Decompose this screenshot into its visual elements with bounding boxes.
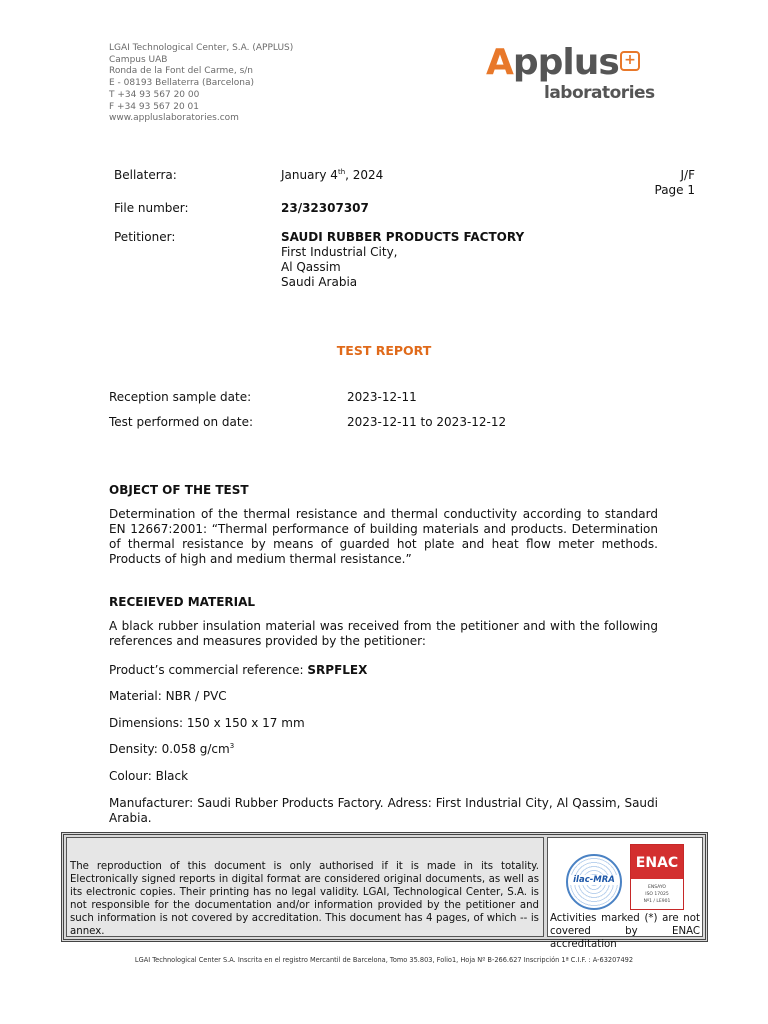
logo-subtitle: laboratories bbox=[544, 83, 655, 103]
file-number-label: File number: bbox=[114, 201, 189, 215]
company-address-block bbox=[109, 43, 293, 125]
object-text: Determination of the thermal resistance and thermal conductivity according to standard EN 12667:2001: “Thermal performance of building materials and products. Determination of thermal resistance by means of guarded hot plate and heat flow meter methods. Products of high and medium thermal resistance.” bbox=[109, 507, 658, 566]
address-line: T +34 93 567 20 00 bbox=[109, 89, 200, 100]
commercial-reference: Product’s commercial reference: SRPFLEX bbox=[109, 663, 368, 677]
material-dimensions: Dimensions: 150 x 150 x 17 mm bbox=[109, 716, 305, 730]
website-link: www.appluslaboratories.com bbox=[109, 113, 239, 124]
object-heading: OBJECT OF THE TEST bbox=[109, 483, 249, 497]
disclaimer-text: The reproduction of this document is only authorised if it is made in its totality. Electronically signed reports in digital format are considered original documents, as well as its electronic copies. Their printing has no legal validity. LGAI, Technological Center, S.A. is not responsible for the documentation and/or information provided by the petitioner and such information is not covered by accreditation. This document has 4 pages, of which -- is annex. bbox=[66, 837, 544, 937]
file-number-value: 23/32307307 bbox=[281, 201, 369, 215]
material-type: Material: NBR / PVC bbox=[109, 689, 227, 703]
petitioner-address-line: First Industrial City, bbox=[281, 245, 398, 259]
ilac-mra-icon: ilac-MRA bbox=[566, 854, 622, 910]
reception-date-value: 2023-12-11 bbox=[347, 390, 417, 404]
place-label: Bellaterra: bbox=[114, 168, 177, 182]
reception-date-label: Reception sample date: bbox=[109, 390, 252, 404]
logo-wordmark: Applus bbox=[486, 42, 619, 83]
page-number: Page 1 bbox=[654, 183, 695, 197]
material-intro: A black rubber insulation material was received from the petitioner and with the following references and measures provided by the petitioner: bbox=[109, 619, 658, 648]
accreditation-panel bbox=[547, 837, 703, 950]
address-line: F +34 93 567 20 01 bbox=[109, 101, 200, 112]
material-density: Density: 0.058 $g/cm^3$ bbox=[109, 742, 235, 756]
address-line: E - 08193 Bellaterra (Barcelona) bbox=[109, 78, 254, 89]
address-line: Ronda de la Font del Carme, s/n bbox=[109, 66, 253, 77]
material-heading: RECEIEVED MATERIAL bbox=[109, 595, 256, 609]
logo-plus-icon: + bbox=[620, 51, 640, 71]
enac-seal-icon: ENAC ENSAYO ISO 17025 Nº1 / LE901 bbox=[630, 844, 684, 910]
address-line: LGAI Technological Center, S.A. (APPLUS) bbox=[109, 43, 294, 53]
petitioner-address-line: Saudi Arabia bbox=[281, 275, 358, 289]
material-colour: Colour: Black bbox=[109, 769, 189, 783]
report-date: January 4th, 2024 bbox=[281, 168, 384, 182]
footer-box bbox=[61, 832, 708, 950]
petitioner-label: Petitioner: bbox=[114, 230, 176, 244]
address-line: Campus UAB bbox=[109, 54, 168, 65]
applus-logo bbox=[486, 42, 666, 106]
reference-code: J/F bbox=[680, 168, 695, 182]
performed-date-value: 2023-12-11 to 2023-12-12 bbox=[347, 415, 507, 429]
accreditation-note: Activities marked (*) are not covered by ENAC accreditation bbox=[550, 913, 700, 950]
petitioner-name: SAUDI RUBBER PRODUCTS FACTORY bbox=[281, 230, 525, 244]
report-title: TEST REPORT bbox=[336, 343, 432, 358]
performed-date-label: Test performed on date: bbox=[109, 415, 254, 429]
manufacturer-info: Manufacturer: Saudi Rubber Products Factory. Adress: First Industrial City, Al Qassim, Saudi Arabia. bbox=[109, 796, 658, 825]
registry-line: LGAI Technological Center S.A. Inscrita en el registro Mercantil de Barcelona, Tomo 35.803, Folio1, Hoja Nº B-266.627 Inscripción 1ª C.I.F. : A-63207492 bbox=[134, 956, 634, 964]
petitioner-address-line: Al Qassim bbox=[281, 260, 341, 274]
